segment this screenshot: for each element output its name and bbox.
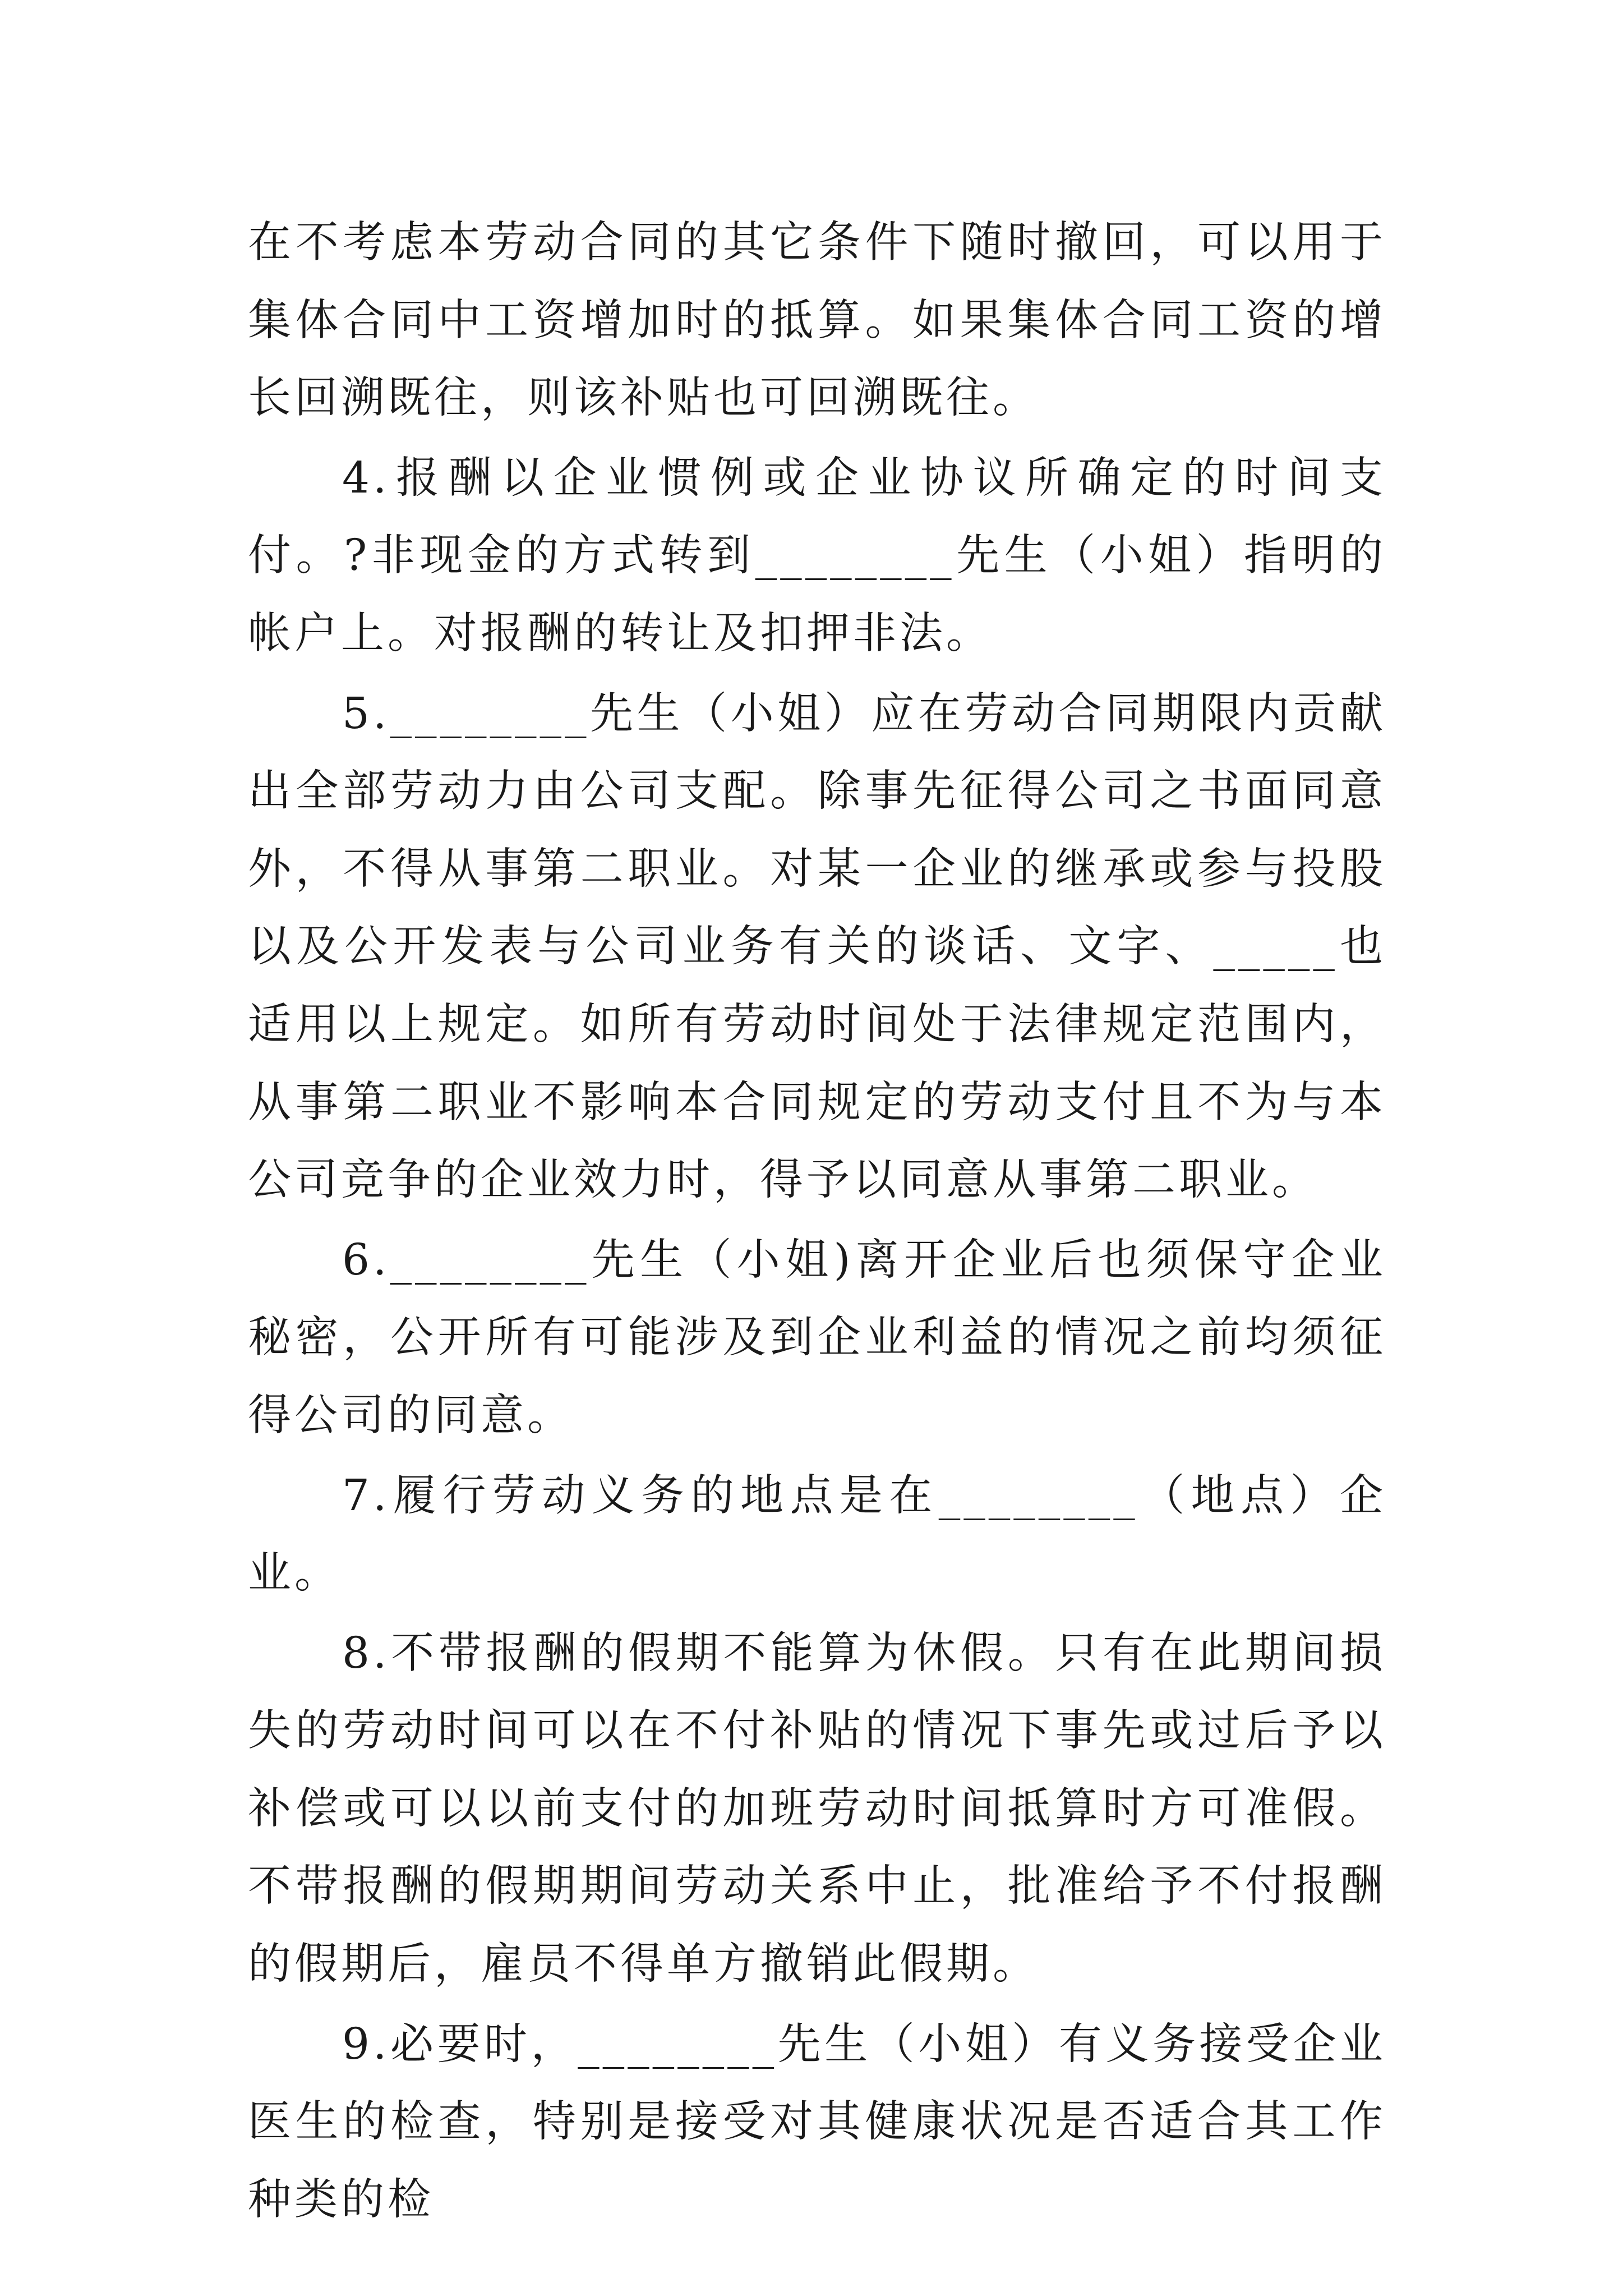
clause-7: 7.履行劳动义务的地点是在________（地点）企业。 — [248, 1470, 1386, 1599]
clause-6: 6.________先生（小姐)离开企业后也须保守企业秘密，公开所有可能涉及到企业利益的情况之前均须征得公司的同意。 — [248, 1235, 1386, 1441]
clause-9: 9.必要时，________先生（小姐）有义务接受企业医生的检查，特别是接受对其健康状况是否适合其工作种类的检 — [248, 2019, 1386, 2225]
document-body — [248, 204, 1386, 2241]
clause-4: 4.报酬以企业惯例或企业协议所确定的时间支付。?非现金的方式转到________先生（小姐）指明的帐户上。对报酬的转让及扣押非法。 — [248, 453, 1386, 659]
paragraph-continuation: 在不考虑本劳动合同的其它条件下随时撤回，可以用于集体合同中工资增加时的抵算。如果集体合同工资的增长回溯既往，则该补贴也可回溯既往。 — [248, 218, 1386, 424]
clause-8: 8.不带报酬的假期不能算为休假。只有在此期间损失的劳动时间可以在不付补贴的情况下事先或过后予以补偿或可以以前支付的加班劳动时间抵算时方可准假。不带报酬的假期期间劳动关系中止，批准给予不付报酬的假期后，雇员不得单方撤销此假期。 — [248, 1628, 1386, 1990]
clause-5: 5.________先生（小姐）应在劳动合同期限内贡献出全部劳动力由公司支配。除事先征得公司之书面同意外，不得从事第二职业。对某一企业的继承或参与投股以及公开发表与公司业务有关的谈话、文字、_____也适用以上规定。如所有劳动时间处于法律规定范围内，从事第二职业不影响本合同规定的劳动支付且不为与本公司竞争的企业效力时，得予以同意从事第二职业。 — [248, 688, 1386, 1205]
